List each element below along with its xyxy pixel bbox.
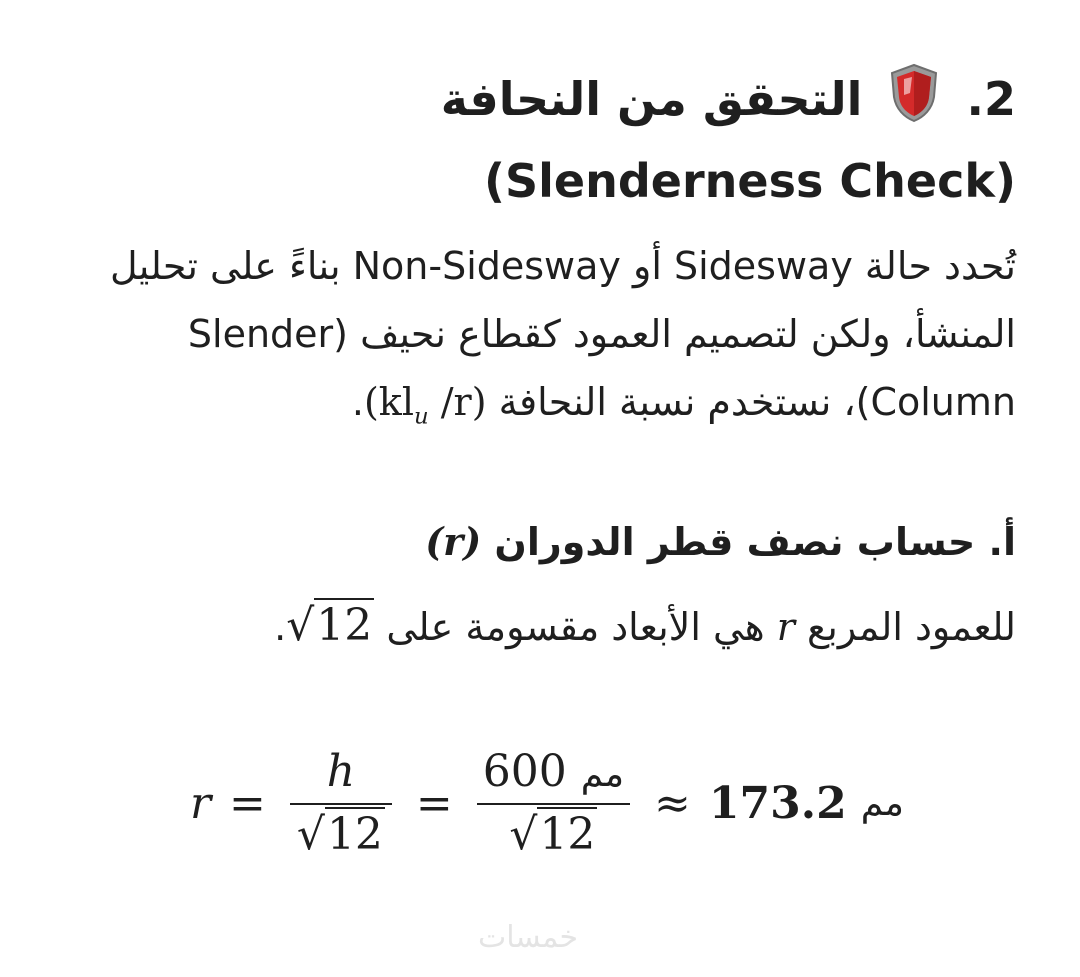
para-text-or: أو <box>620 244 674 288</box>
fraction-1-denominator <box>297 805 385 860</box>
intro-paragraph <box>96 232 1016 451</box>
slenderness-ratio-math <box>364 368 487 451</box>
sqrt-radicand-eq1: 12 <box>326 809 383 860</box>
radius-sentence <box>116 588 1016 665</box>
sentence-end: . <box>274 605 287 649</box>
fraction-1-numerator: h <box>290 746 392 805</box>
sentence-text-1: للعمود المربع <box>794 605 1016 649</box>
sqrt-12: √12 <box>286 600 373 651</box>
fraction-2 <box>477 746 630 860</box>
eq-approx: ≈ <box>654 777 691 829</box>
term-sidesway: Sidesway <box>674 244 853 288</box>
shield-icon <box>888 63 940 144</box>
term-slender-column: (Slender Column) <box>187 312 1016 424</box>
para-end: . <box>351 380 364 424</box>
radius-equation <box>190 738 910 868</box>
section-number: 2. <box>966 72 1016 126</box>
term-non-sidesway: Non-Sidesway <box>352 244 621 288</box>
fraction-2-denominator <box>509 805 597 860</box>
heading-arabic-text: التحقق من النحافة <box>440 72 863 126</box>
fraction-2-unit: مم <box>580 754 625 795</box>
ratio-close: /r) <box>428 380 487 424</box>
fraction-2-value: 600 <box>482 746 567 797</box>
sentence-text-2: هي الأبعاد مقسومة على <box>374 605 777 649</box>
eq-equals-1: = <box>229 777 266 829</box>
sqrt-12-eq1: √12 <box>296 809 383 860</box>
heading-english-text: (Slenderness Check) <box>483 154 1016 208</box>
sqrt-12-eq2: √12 <box>509 809 596 860</box>
fraction-1 <box>290 746 392 860</box>
sqrt-radicand: 12 <box>316 600 373 651</box>
section-heading <box>116 62 1016 218</box>
para-text-2: بناءً على تحليل المنشأ، ولكن لتصميم العمود كقطاع نحيف <box>110 244 1016 356</box>
fraction-2-numerator <box>477 746 630 805</box>
subheading-math: (r) <box>425 519 482 564</box>
subsection-heading <box>116 508 1016 576</box>
subheading-text: أ. حساب نصف قطر الدوران <box>481 520 1016 564</box>
sqrt-radicand-eq2: 12 <box>539 809 596 860</box>
ratio-open: (kl <box>363 380 414 424</box>
eq-result: 173.2 <box>708 777 847 829</box>
eq-lhs: r <box>190 777 212 829</box>
sentence-r: r <box>776 605 795 649</box>
para-text-1: تُحدد حالة <box>852 244 1016 288</box>
ratio-subscript: u <box>413 403 429 430</box>
eq-equals-2: = <box>415 777 453 829</box>
watermark-logo: خمسات <box>478 920 579 955</box>
para-text-3: ، نستخدم نسبة النحافة <box>486 380 856 424</box>
eq-result-unit: مم <box>860 782 904 824</box>
